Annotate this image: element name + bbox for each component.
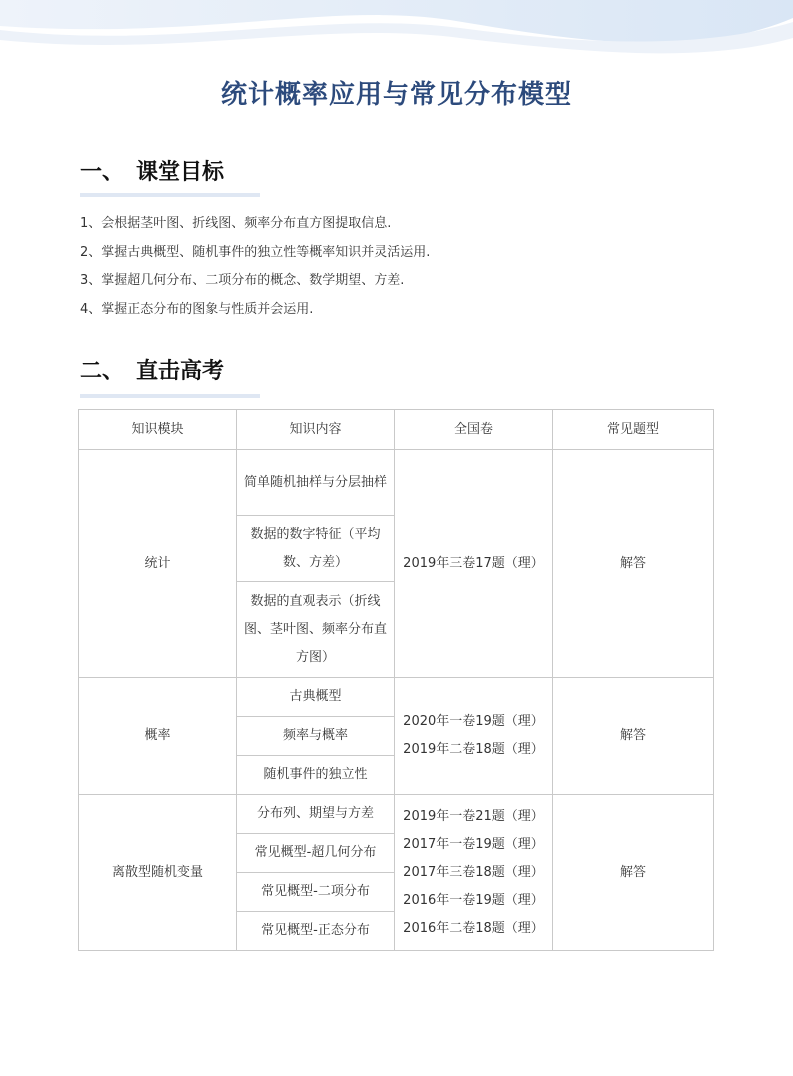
section-number: 一、 (80, 159, 125, 185)
list-item: 3、掌握超几何分布、二项分布的概念、数学期望、方差. (80, 273, 405, 289)
content-cell: 简单随机抽样与分层抽样 (237, 450, 395, 516)
module-cell: 离散型随机变量 (79, 795, 237, 951)
section-heading-exam (80, 354, 224, 385)
content-cell: 古典概型 (237, 678, 395, 717)
exam-table (78, 409, 714, 951)
content-cell: 常见概型-二项分布 (237, 873, 395, 912)
content-cell: 数据的数字特征（平均数、方差） (237, 516, 395, 582)
content-cell: 频率与概率 (237, 717, 395, 756)
question-type-cell: 解答 (553, 678, 714, 795)
page-title: 统计概率应用与常见分布模型 (220, 80, 572, 110)
content-cell: 常见概型-正态分布 (237, 912, 395, 951)
table-header-cell: 知识模块 (79, 410, 237, 450)
table-row (79, 678, 714, 717)
exam-item: 2020年一卷19题（理） (403, 714, 544, 729)
table-header-cell: 知识内容 (237, 410, 395, 450)
exam-item: 2017年一卷19题（理） (403, 836, 544, 852)
exam-item: 2019年一卷21题（理） (403, 808, 544, 824)
exam-cell (395, 795, 553, 951)
table-row (79, 450, 714, 516)
content-cell: 随机事件的独立性 (237, 756, 395, 795)
exam-cell (395, 450, 553, 678)
exam-item: 2019年三卷17题（理） (403, 555, 544, 571)
table-row (79, 795, 714, 834)
table-header-cell: 常见题型 (553, 410, 714, 450)
exam-item: 2016年二卷18题（理） (403, 920, 544, 936)
goals-list (80, 210, 430, 325)
exam-item: 2017年三卷18题（理） (403, 864, 544, 880)
section-underline (80, 193, 260, 197)
section-title: 课堂目标 (136, 159, 225, 185)
section-title: 直击高考 (136, 358, 225, 384)
list-item: 2、掌握古典概型、随机事件的独立性等概率知识并灵活运用. (80, 244, 431, 260)
table-header-cell: 全国卷 (395, 410, 553, 450)
table-header-row (79, 410, 714, 450)
header-wave-banner (0, 0, 793, 60)
content-cell: 数据的直观表示（折线图、茎叶图、频率分布直方图） (237, 582, 395, 678)
module-cell: 概率 (79, 678, 237, 795)
module-cell: 统计 (79, 450, 237, 678)
question-type-cell: 解答 (553, 450, 714, 678)
list-item: 4、掌握正态分布的图象与性质并会运用. (80, 302, 314, 318)
content-cell: 常见概型-超几何分布 (237, 834, 395, 873)
section-heading-goals (80, 155, 224, 186)
section-underline (80, 394, 260, 398)
question-type-cell: 解答 (553, 795, 714, 951)
exam-item: 2016年一卷19题（理） (403, 892, 544, 908)
exam-cell (395, 678, 553, 795)
list-item: 1、会根据茎叶图、折线图、频率分布直方图提取信息. (80, 216, 392, 231)
section-number: 二、 (80, 358, 125, 384)
content-cell: 分布列、期望与方差 (237, 795, 395, 834)
exam-item: 2019年二卷18题（理） (403, 742, 544, 757)
